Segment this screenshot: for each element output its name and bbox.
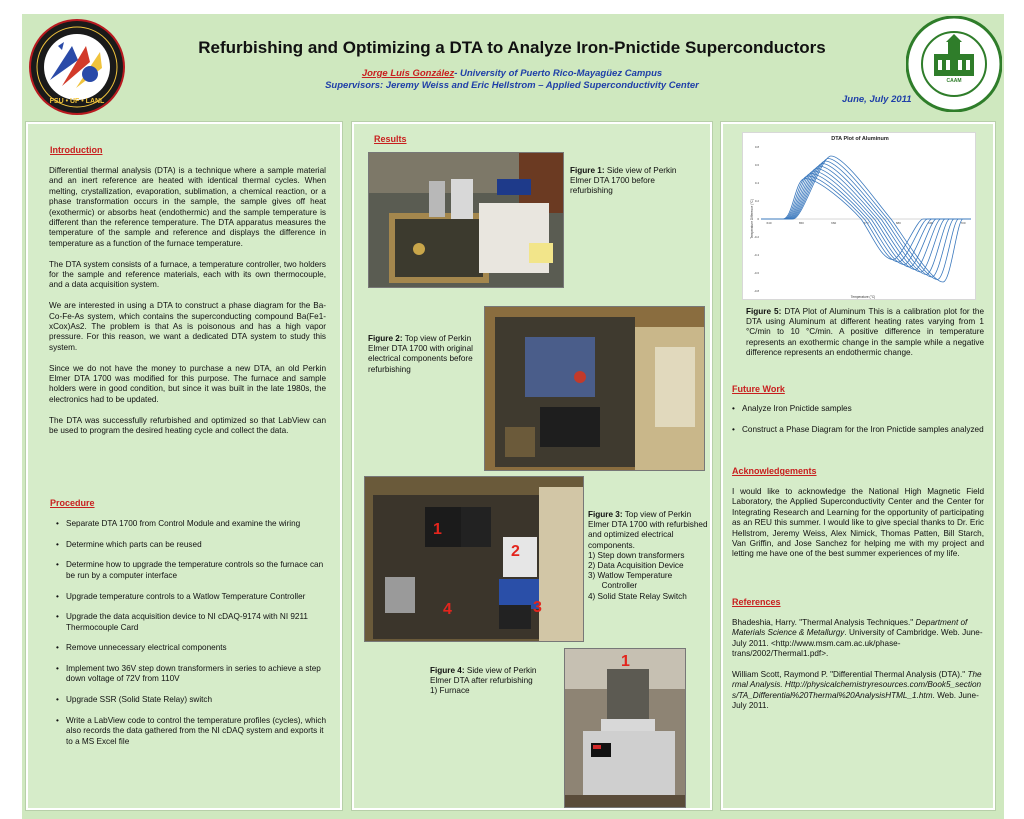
figure1-caption	[570, 166, 690, 197]
reference-2-details: . Web. June-July 2011.	[732, 690, 979, 711]
figure3-marker-3: 3	[533, 599, 542, 616]
figure3-marker-4: 4	[443, 601, 452, 618]
figure1-label: Figure 1:	[570, 166, 605, 175]
reference-item	[732, 618, 984, 660]
figure3-text: Top view of Perkin Elmer DTA 1700 with refurbished and optimized electrical components.	[588, 510, 708, 550]
chart-x-axis-label: Temperature (°C)	[850, 295, 876, 299]
figure5-text: DTA Plot of Aluminum This is a calibration plot for the DTA using Aluminum at different heating rates varying from 1 °C/min to 10 °C/min. A positive difference in temperature represents an exothermic change in the sample while a negative difference represents an endothermic change.	[746, 307, 984, 357]
figure1-photo	[368, 152, 564, 288]
figure3-caption	[588, 510, 708, 602]
figure3-marker-1: 1	[433, 521, 442, 538]
procedure-item: • Remove unnecessary electrical components	[56, 643, 326, 653]
figure5-caption	[746, 307, 984, 358]
supervisors-line: Supervisors: Jeremy Weiss and Eric Hellstrom – Applied Superconductivity Center	[325, 80, 699, 91]
rum-seal-caam: CAAM	[946, 78, 962, 84]
nhmfl-logo	[28, 16, 126, 118]
chart-x-tick-label: 670	[863, 221, 869, 225]
procedure-item: • Write a LabView code to control the temperature profiles (cycles), which also records the data gathered from the NI cDAQ system and exports it to a MS Excel file	[56, 716, 326, 747]
figure3-marker-2: 2	[511, 543, 520, 560]
figure3-list-item: 2) Data Acquisition Device	[588, 561, 684, 571]
chart-y-tick-label: 0	[757, 217, 759, 221]
reference-1-source: Department of Materials Science & Metallurgy	[732, 618, 968, 638]
procedure-item: • Determine which parts can be reused	[56, 540, 326, 550]
figure4-marker-1: 1	[621, 653, 630, 670]
chart-y-axis-label: Temperature Difference (°C)	[750, 199, 754, 239]
procedure-item: • Upgrade temperature controls to a Watlow Temperature Controller	[56, 592, 326, 602]
figure3-list-item: 4) Solid State Relay Switch	[588, 591, 687, 601]
chart-x-tick-label: 650	[798, 221, 804, 225]
reference-item	[732, 670, 984, 712]
acknowledgements-title: Acknowledgements	[732, 466, 817, 476]
rum-seal-logo	[906, 16, 1002, 112]
figure3-list-item: Controller	[588, 581, 638, 591]
procedure-title: Procedure	[50, 498, 95, 508]
chart-y-tick-label: -0.6	[753, 271, 759, 275]
dta-chart	[742, 132, 976, 300]
future-work-item: • Construct a Phase Diagram for the Iron Pnictide samples analyzed	[732, 425, 984, 435]
procedure-item: • Implement two 36V step down transformers in series to achieve a step down voltage of 72V from 110V	[56, 664, 326, 685]
intro-paragraph: Differential thermal analysis (DTA) is a technique where a sample material and an inert reference are heated with identical thermal cycles. When melting, crystallization, evaporation, sublimation, a chemical reaction, or a phase transformation occurs in the sample, the sample gives off heat (exothermic) or absorbs heat (endothermic) and the sample temperature is different than the reference temperature. The DTA apparatus measures the temperature of the sample and reference and displays the difference in temperature as a function of the furnace temperature.	[49, 166, 326, 248]
chart-y-tick-label: -0.2	[753, 235, 759, 239]
poster-date: June, July 2011	[842, 94, 912, 105]
future-work-title: Future Work	[732, 384, 785, 394]
procedure-list	[56, 519, 326, 757]
figure1-text: Side view of Perkin Elmer DTA 1700 before refurbishing	[570, 166, 677, 196]
acknowledgements-body: I would like to acknowledge the National High Magnetic Field Laboratory, the Applied Superconductivity Center and the Center for Integrating Research and Learning for the opportunity of participating as an REU this summer. I would like to give special thanks to Dr. Eric Hellstrom, Jeremy Weiss, Alex Nimick, Thomas Patten, Bill Starch, Van Griffin, and Jose Sanchez for helping me with my project and letting me have one of the best summer experiences of my life.	[732, 487, 984, 559]
figure3-list-item: 3) Watlow Temperature	[588, 571, 673, 581]
introduction-body	[49, 166, 326, 447]
nhmfl-logo-bottom-text: FSU • UF • LANL	[49, 98, 105, 105]
chart-x-tick-label: 660	[831, 221, 837, 225]
figure4-text: Side view of Perkin Elmer DTA after refurbishing	[430, 666, 537, 686]
figure2-label: Figure 2:	[368, 334, 403, 343]
author-name: Jorge Luis González	[361, 68, 455, 79]
poster-title: Refurbishing and Optimizing a DTA to Analyze Iron-Pnictide Superconductors	[198, 38, 826, 57]
reference-2-author: William Scott, Raymond P. "Differential Thermal Analysis (DTA)."	[732, 670, 968, 680]
chart-title: DTA Plot of Aluminum	[831, 136, 889, 142]
figure4-list-item: 1) Furnace	[430, 686, 470, 696]
references-title: References	[732, 597, 781, 607]
chart-x-tick-label: 700	[960, 221, 966, 225]
figure2-caption	[368, 334, 480, 375]
author-affiliation: - University of Puerto Rico-Mayagüez Campus	[454, 68, 663, 79]
procedure-item: • Separate DTA 1700 from Control Module and examine the wiring	[56, 519, 326, 529]
procedure-item: • Upgrade the data acquisition device to NI cDAQ-9174 with NI 9211 Thermocouple Card	[56, 612, 326, 633]
figure4-label: Figure 4:	[430, 666, 465, 675]
reference-1-details: . University of Cambridge. Web. June-July 2011. <http://www.msm.cam.ac.uk/phase-trans/2002/Thermal1.pdf>.	[732, 628, 983, 659]
chart-x-tick-label: 690	[928, 221, 934, 225]
chart-x-tick-label: 680	[895, 221, 901, 225]
chart-y-tick-label: 0.4	[754, 181, 759, 185]
figure5-label: Figure 5:	[746, 307, 782, 316]
reference-1-author: Bhadeshia, Harry. "Thermal Analysis Techniques."	[732, 618, 916, 627]
chart-y-tick-label: -0.8	[753, 289, 759, 293]
chart-y-tick-label: 0.6	[754, 163, 759, 167]
figure4-photo	[564, 648, 686, 808]
figure4-caption	[430, 666, 560, 697]
introduction-title: Introduction	[50, 145, 103, 155]
figure2-text: Top view of Perkin Elmer DTA 1700 with original electrical components before refurbishing	[368, 334, 473, 374]
chart-x-tick-label: 640	[766, 221, 772, 225]
poster	[22, 14, 1004, 819]
procedure-item: • Determine how to upgrade the temperature controls so the furnace can be run by a computer interface	[56, 560, 326, 581]
figure3-label: Figure 3:	[588, 510, 623, 519]
chart-y-tick-label: 0.2	[754, 199, 759, 203]
intro-paragraph: The DTA system consists of a furnace, a temperature controller, two holders for the sample and reference materials, each with its own thermocouple, and a data acquisition system.	[49, 259, 326, 290]
future-work-list	[732, 404, 984, 445]
future-work-item: • Analyze Iron Pnictide samples	[732, 404, 984, 414]
author-line	[142, 68, 882, 79]
procedure-item: • Upgrade SSR (Solid State Relay) switch	[56, 695, 326, 705]
intro-paragraph: Since we do not have the money to purchase a new DTA, an old Perkin Elmer DTA 1700 was modified for this purpose. The furnace and sample holders were in good condition, but since it was built in the late 1980s, the electronics had to be updated.	[49, 363, 326, 404]
chart-y-tick-label: -0.4	[753, 253, 759, 257]
intro-paragraph: The DTA was successfully refurbished and optimized so that LabView can be used to program the desired heating cycle and collect the data.	[49, 415, 326, 436]
figure3-list-item: 1) Step down transformers	[588, 550, 685, 560]
figure3-photo	[364, 476, 584, 642]
references-body	[732, 618, 984, 722]
reference-2-source: Thermal Analysis. Http://physicalchemistryresources.com/Book5_sections/TA_Differential%20Thermal%20AnalysisHTML_1.htm	[732, 670, 982, 700]
results-title: Results	[374, 134, 407, 144]
figure2-photo	[484, 306, 705, 471]
chart-y-tick-label: 0.8	[754, 145, 759, 149]
intro-paragraph: We are interested in using a DTA to construct a phase diagram for the Ba-Co-Fe-As system, which contains the superconducting compound Ba(Fe1-xCox)As2. The problem is that As is poisonous and has a high vapor pressure. For this reason, we want a dedicated DTA system to study this system.	[49, 301, 326, 352]
